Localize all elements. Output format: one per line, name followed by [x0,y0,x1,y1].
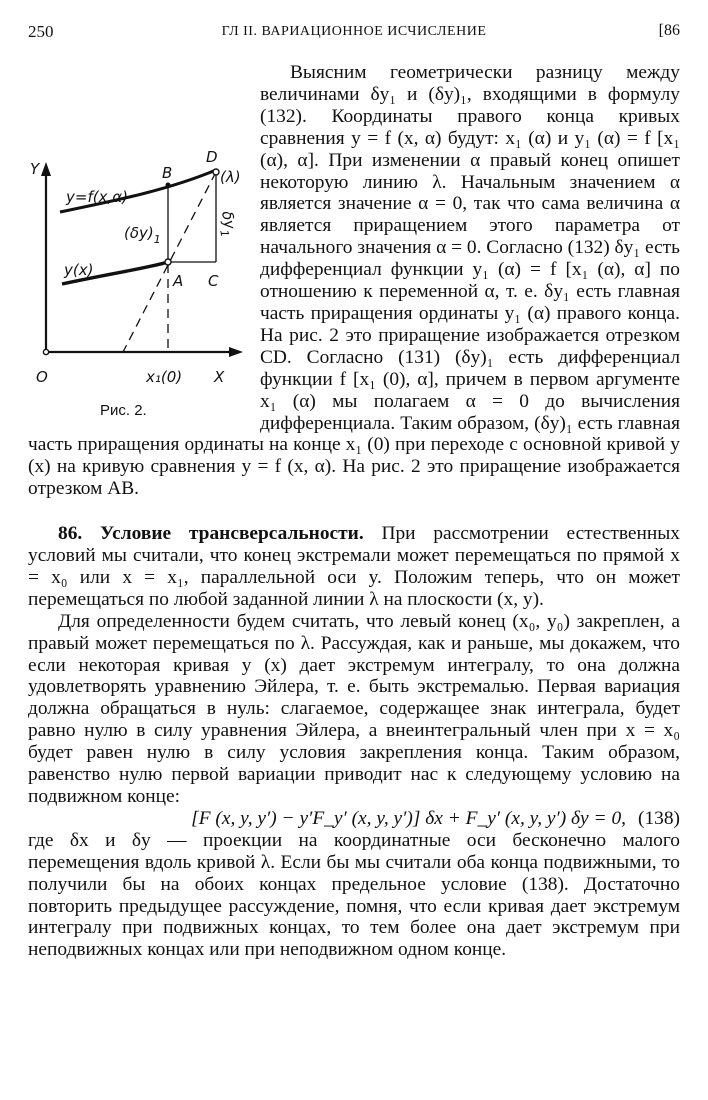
point-d-label: D [206,148,218,166]
paragraph-conclusion: где δx и δy — проекции на координатные оси бесконечно малого перемещения вдоль кривой λ. Если бы мы считали оба конца подвижными, то получили бы на обоих концах предельное условие (138). Достаточно повторить предыдущее рассуждение, помня, что если кривая дает экстремум интегралу при подвижных концах, то тем более она дает экстремум при неподвижных концах или при неподвижном одном конце. [28,829,680,961]
point-d-dot [213,169,219,175]
y-axis-label: Y [30,160,40,178]
equation-number: (138) [637,807,680,829]
section-86-intro [28,523,680,611]
point-a-dot [165,259,171,265]
curve-lower-label: y(x) [64,261,94,279]
page-number: 250 [28,22,54,41]
origin-label: O [36,368,48,386]
page-body [28,62,680,961]
x-axis-label: X [214,368,225,386]
lambda-label: (λ) [220,168,241,186]
point-a-label: A [173,272,184,290]
figure-2 [28,62,250,426]
delta-y-paren-label: $(\delta y)_1$ [124,224,161,246]
origin-point [43,349,48,354]
point-b-label: B [162,164,173,182]
section-heading: 86. Условие трансверсальности. [58,523,364,545]
point-b-dot [166,183,171,188]
section-reference: [86 [658,22,680,39]
figure-caption: Рис. 2. [100,402,147,419]
figure-2-diagram [28,62,250,426]
delta-y-label: $\delta y_1$ [217,209,239,239]
y-axis-arrow [41,162,51,176]
paragraph-variation: Для определенности будем считать, что левый конец (x₀, y₀) закреплен, а правый может перемещаться по λ. Рассуждая, как и раньше, мы докажем, что если некоторая кривая y (x) дает экстремум интегралу, то она должна удовлетворять уравнению Эйлера, т. е. быть экстремалью. Первая вариация должна обращаться в нуль: слагаемое, содержащее знак интеграла, будет равно нулю в силу уравнения Эйлера, а внеинтегральный член при x = x₀ будет равен нулю в силу условия закрепления конца. Таким образом, равенство нулю первой вариации приводит нас к следующему условию на подвижном конце: [28,610,680,807]
running-title: ГЛ II. ВАРИАЦИОННОЕ ИСЧИСЛЕНИЕ [221,24,487,39]
equation-body: [F (x, y, y′) − y′F_y′ (x, y, y′)] δx + F_y′ (x, y, y′) δy = 0, [191,807,626,829]
point-c-label: C [208,272,219,290]
paragraph-intro: Выясним геометрически разницу между величинами δy₁ и (δy)₁, входящими в формулу (132). Координаты правого конца кривых сравнения y = f (x, α) будут: x₁ (α) и y₁ (α) = f [x₁ (α), α]. При изменении α правый конец опишет некоторую линию λ. Начальным значением α является значение α = 0, так что сама величина α является приращением этого параметра от начального значения α = 0. Согласно (132) δy₁ есть дифференциал функции y₁ (α) = f [x₁ (α), α] по отношению к переменной α, т. е. δy₁ есть главная часть приращения ординаты y₁ (α) правого конца. На рис. 2 это приращение изображается отрезком CD. Согласно (131) (δy)₁ есть дифференциал функции f [x₁ (0), α], причем в первом аргументе x₁ (α) мы полагаем α = 0 до вычисления дифференциала. Таким образом, (δy)₁ есть главная часть приращения ординаты на конце x₁ (0) при переходе с основной кривой y (x) на кривую сравнения y = f (x, α). На рис. 2 это приращение изображается отрезком AB. [28,62,680,500]
equation-138 [28,808,680,830]
running-header [28,22,680,48]
x-axis-arrow [229,347,243,357]
section-intro-text: При рассмотрении естественных условий мы считали, что конец экстремали может перемещаться по прямой x = x₀ или x = x₁, параллельной оси y. Положим теперь, что он может перемещаться по любой заданной линии λ на плоскости (x, y). [28,523,680,610]
x1-zero-label: x₁(0) [146,368,183,386]
curve-upper-label: y=f(x,α) [66,188,128,206]
